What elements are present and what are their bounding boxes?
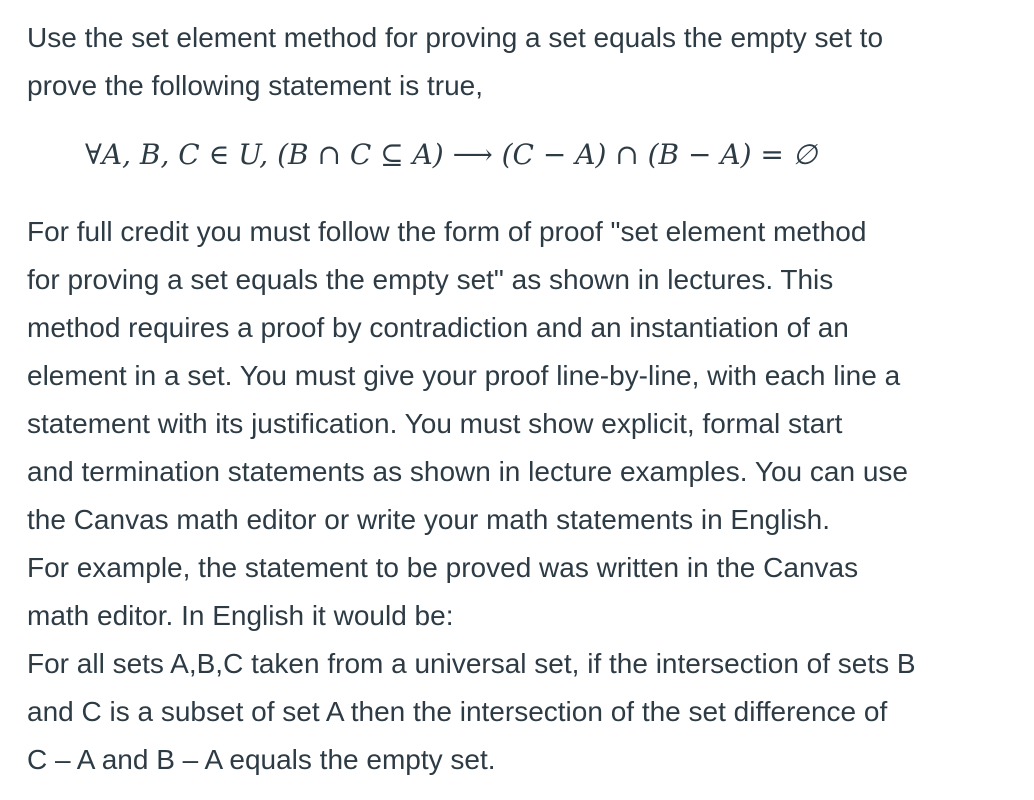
intro-paragraph xyxy=(27,14,1027,110)
english-paragraph xyxy=(27,640,1027,784)
instructions-paragraph xyxy=(27,208,1027,544)
text-line: Use the set element method for proving a set equals the empty set to xyxy=(27,22,884,53)
text-line: and termination statements as shown in lecture examples. You can use xyxy=(27,456,908,487)
text-line: element in a set. You must give your proof line-by-line, with each line a xyxy=(27,360,901,391)
text-line: C – A and B – A equals the empty set. xyxy=(27,744,496,775)
text-line: the Canvas math editor or write your math statements in English. xyxy=(27,504,831,535)
text-line: prove the following statement is true, xyxy=(27,70,484,101)
text-line: and C is a subset of set A then the intersection of the set difference of xyxy=(27,696,888,727)
text-line: For full credit you must follow the form of proof "set element method xyxy=(27,216,867,247)
text-line: for proving a set equals the empty set" as shown in lectures. This xyxy=(27,264,834,295)
text-line: statement with its justification. You must show explicit, formal start xyxy=(27,408,843,439)
spacer xyxy=(27,186,1027,208)
text-line: math editor. In English it would be: xyxy=(27,600,454,631)
math-formula: ∀A, B, C ∈ U, (B ∩ C ⊆ A) ⟶ (C − A) ∩ (B − A) = ∅ xyxy=(85,138,818,171)
text-line: For example, the statement to be proved was written in the Canvas xyxy=(27,552,859,583)
text-line: For all sets A,B,C taken from a universal set, if the intersection of sets B xyxy=(27,648,916,679)
example-paragraph xyxy=(27,544,1027,640)
content-body xyxy=(27,14,1027,784)
text-line: method requires a proof by contradiction and an instantiation of an xyxy=(27,312,849,343)
